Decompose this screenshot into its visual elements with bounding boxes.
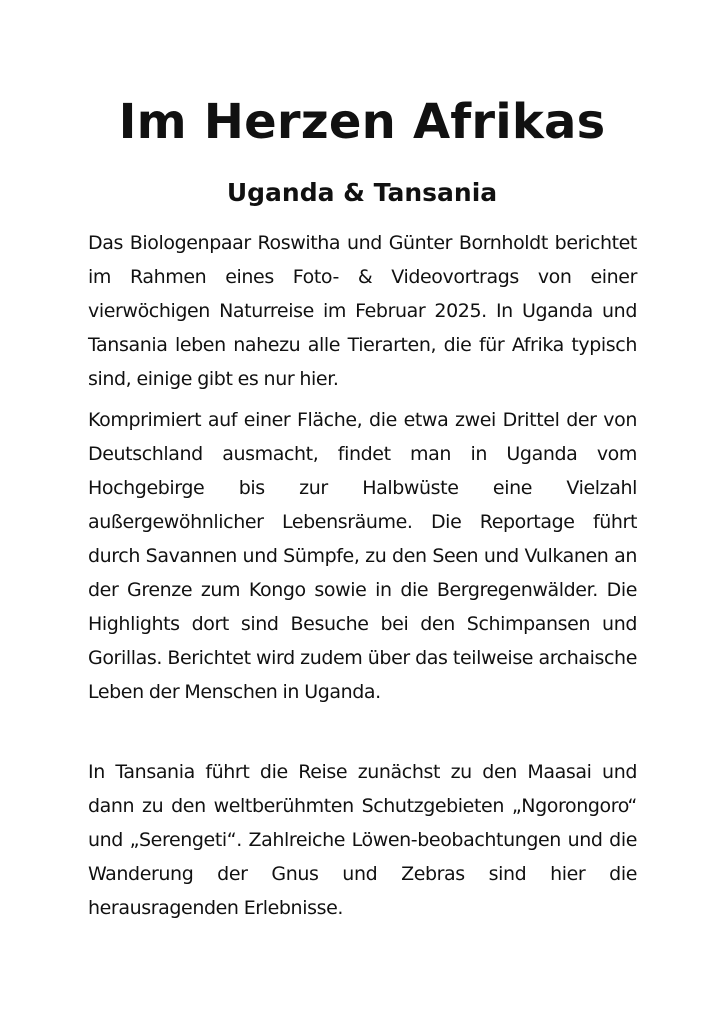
paragraph-intro: Das Biologenpaar Roswitha und Günter Bornholdt berichtet im Rahmen eines Foto- & Videovortrags von einer vierwöchigen Naturreise im Februar 2025. In Uganda und Tansania leben nahezu alle Tierarten, die für Afrika typisch sind, einige gibt es nur hier. [88,232,637,390]
page-title: Im Herzen Afrikas [118,94,606,150]
page-subtitle: Uganda & Tansania [226,178,498,207]
paragraph-uganda: Komprimiert auf einer Fläche, die etwa zwei Drittel der von Deutschland ausmacht, findet man in Uganda vom Hochgebirge bis zur Halbwüste eine Vielzahl außergewöhnlicher Lebensräume. Die Reportage führt durch Savannen und Sümpfe, zu den Seen und Vulkanen an der Grenze zum Kongo sowie in die Bergregenwälder. Die Highlights dort sind Besuche bei den Schimpansen und Gorillas. Berichtet wird zudem über das teilweise archaische Leben der Menschen in Uganda. [88,409,637,703]
paragraph-tansania: In Tansania führt die Reise zunächst zu den Maasai und dann zu den weltberühmten Schutzgebieten „Ngorongoro“ und „Serengeti“. Zahlreiche Löwen-beobachtungen und die Wanderung der Gnus und Zebras sind hier die herausragenden Erlebnisse. [88,761,637,919]
